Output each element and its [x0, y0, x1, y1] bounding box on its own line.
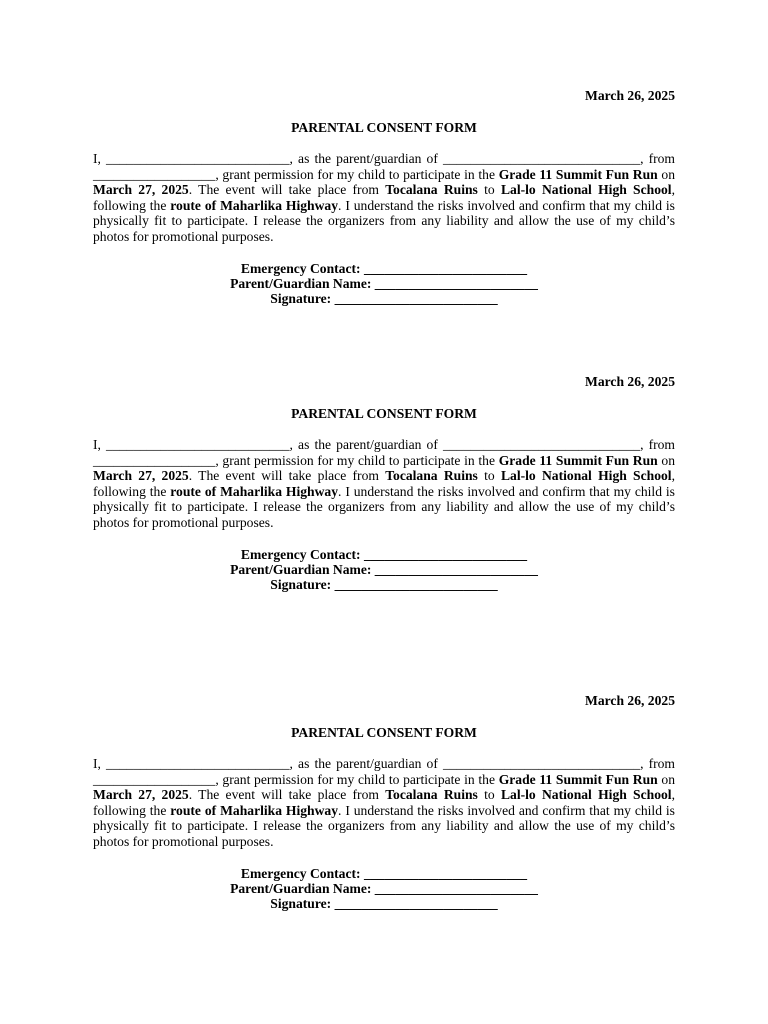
signature-block — [93, 547, 675, 593]
end-location: Lal-lo National High School — [500, 182, 672, 198]
paragraph-text: on — [657, 452, 675, 468]
guardian-name-field: Parent/Guardian Name: ________________________ — [230, 880, 538, 896]
form-date: March 26, 2025 — [585, 693, 675, 708]
consent-paragraph — [93, 437, 675, 531]
paragraph-text: I, ___________________________, as the parent/guardian of _____________________________, from __________________, grant permission for my child to participate in the — [93, 437, 675, 468]
form-date: March 26, 2025 — [585, 88, 675, 103]
start-location: Tocalana Ruins — [385, 787, 478, 803]
paragraph-text: , following the — [93, 468, 675, 499]
paragraph-text: to — [477, 787, 501, 803]
event-name: Grade 11 Summit Fun Run — [498, 771, 658, 787]
signature-field: Signature: ________________________ — [270, 577, 498, 593]
signature-field: Signature: ________________________ — [270, 896, 498, 912]
signature-block — [93, 261, 675, 307]
end-location: Lal-lo National High School — [500, 468, 672, 484]
form-title: PARENTAL CONSENT FORM — [291, 406, 477, 421]
guardian-name-field: Parent/Guardian Name: ________________________ — [230, 275, 538, 291]
consent-form — [93, 373, 675, 593]
consent-form — [93, 87, 675, 307]
paragraph-text: . The event will take place from — [188, 182, 386, 198]
emergency-contact-field: Emergency Contact: ________________________ — [240, 546, 528, 562]
guardian-name-field: Parent/Guardian Name: ________________________ — [230, 561, 538, 577]
route-name: route of Maharlika Highway — [170, 197, 339, 213]
paragraph-text: on — [657, 771, 675, 787]
event-date: March 27, 2025 — [93, 468, 189, 484]
form-title: PARENTAL CONSENT FORM — [291, 725, 477, 740]
consent-form — [93, 692, 675, 912]
paragraph-text: . I understand the risks involved and confirm that my child is physically fit to participate. I release the organizers from any liability and allow the use of my child’s photos for promotional purposes. — [93, 197, 675, 244]
paragraph-text: to — [477, 468, 501, 484]
consent-paragraph — [93, 151, 675, 245]
paragraph-text: . The event will take place from — [188, 468, 386, 484]
paragraph-text: , following the — [93, 787, 675, 818]
start-location: Tocalana Ruins — [385, 468, 478, 484]
emergency-contact-field: Emergency Contact: ________________________ — [240, 865, 528, 881]
consent-paragraph — [93, 756, 675, 850]
paragraph-text: I, ___________________________, as the parent/guardian of _____________________________, from __________________, grant permission for my child to participate in the — [93, 151, 675, 182]
event-name: Grade 11 Summit Fun Run — [498, 166, 658, 182]
paragraph-text: . The event will take place from — [188, 787, 386, 803]
form-date: March 26, 2025 — [585, 374, 675, 389]
end-location: Lal-lo National High School — [500, 787, 672, 803]
signature-field: Signature: ________________________ — [270, 291, 498, 307]
paragraph-text: on — [657, 166, 675, 182]
paragraph-text: . I understand the risks involved and confirm that my child is physically fit to participate. I release the organizers from any liability and allow the use of my child’s photos for promotional purposes. — [93, 483, 675, 530]
paragraph-text: , following the — [93, 182, 675, 213]
paragraph-text: I, ___________________________, as the parent/guardian of _____________________________, from __________________, grant permission for my child to participate in the — [93, 756, 675, 787]
route-name: route of Maharlika Highway — [170, 802, 339, 818]
event-date: March 27, 2025 — [93, 787, 189, 803]
start-location: Tocalana Ruins — [385, 182, 478, 198]
form-title: PARENTAL CONSENT FORM — [291, 120, 477, 135]
event-date: March 27, 2025 — [93, 182, 189, 198]
route-name: route of Maharlika Highway — [170, 483, 339, 499]
event-name: Grade 11 Summit Fun Run — [498, 452, 658, 468]
paragraph-text: to — [477, 182, 501, 198]
signature-block — [93, 866, 675, 912]
emergency-contact-field: Emergency Contact: ________________________ — [240, 260, 528, 276]
paragraph-text: . I understand the risks involved and confirm that my child is physically fit to participate. I release the organizers from any liability and allow the use of my child’s photos for promotional purposes. — [93, 802, 675, 849]
